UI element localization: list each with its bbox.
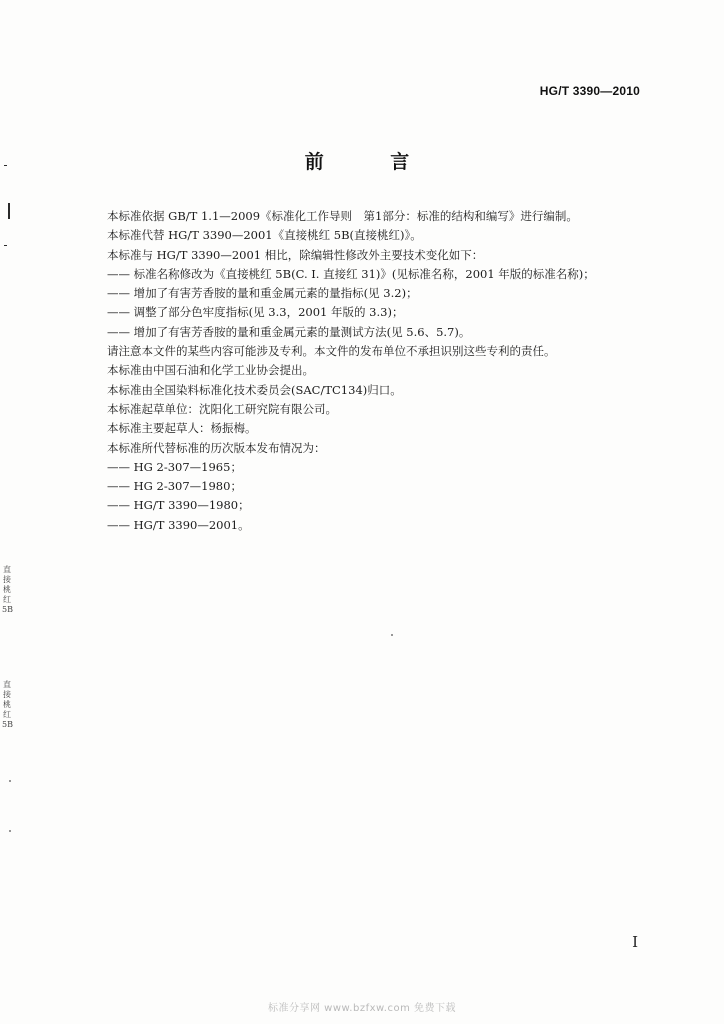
paragraph-proposed-by: 本标准由中国石油和化学工业协会提出。	[107, 363, 314, 378]
scan-speck	[9, 830, 11, 832]
paragraph-drafters: 本标准主要起草人：杨振梅。	[107, 421, 257, 436]
paragraph-history-intro: 本标准所代替标准的历次版本发布情况为：	[107, 440, 326, 455]
page-title: 前 言	[304, 151, 440, 173]
side-stamp-upper: 直接桃红5B	[2, 565, 13, 614]
paragraph-drafting-unit: 本标准起草单位：沈阳化工研究院有限公司。	[107, 401, 337, 416]
paragraph-patent-notice: 请注意本文件的某些内容可能涉及专利。本文件的发布单位不承担识别这些专利的责任。	[107, 344, 556, 359]
history-item-2001: —— HG/T 3390—2001。	[107, 517, 250, 532]
standard-code: HG/T 3390—2010	[539, 84, 640, 98]
margin-scan-dash	[4, 165, 7, 166]
margin-scan-dash	[4, 245, 7, 246]
change-item-name: —— 标准名称修改为《直接桃红 5B(C. I. 直接红 31)》(见标准名称，2001 年版的标准名称)；	[107, 266, 595, 281]
paragraph-under-jurisdiction: 本标准由全国染料标准化技术委员会(SAC/TC134)归口。	[107, 382, 402, 397]
scan-speck	[391, 634, 393, 636]
history-item-1980b: —— HG/T 3390—1980；	[107, 498, 250, 513]
margin-scan-line	[8, 203, 10, 219]
history-item-1980a: —— HG 2-307—1980；	[107, 479, 242, 494]
history-item-1965: —— HG 2-307—1965；	[107, 459, 242, 474]
footer-watermark: 标准分享网 www.bzfxw.com 免费下载	[268, 1003, 456, 1014]
paragraph-replaces: 本标准代替 HG/T 3390—2001《直接桃红 5B(直接桃红)》。	[107, 228, 422, 243]
change-item-test-methods: —— 增加了有害芳香胺的量和重金属元素的量测试方法(见 5.6、5.7)。	[107, 324, 471, 339]
paragraph-changes-intro: 本标准与 HG/T 3390—2001 相比，除编辑性修改外主要技术变化如下：	[107, 247, 484, 262]
side-stamp-lower: 直接桃红5B	[2, 680, 13, 729]
change-item-amines: —— 增加了有害芳香胺的量和重金属元素的量指标(见 3.2)；	[107, 286, 418, 301]
scan-speck	[9, 780, 11, 782]
paragraph-basis: 本标准依据 GB/T 1.1—2009《标准化工作导则 第1部分：标准的结构和编写》进行编制。	[107, 209, 578, 223]
change-item-fastness: —— 调整了部分色牢度指标(见 3.3，2001 年版的 3.3)；	[107, 305, 404, 320]
foreword-body	[107, 207, 647, 535]
page-number: I	[632, 933, 638, 951]
